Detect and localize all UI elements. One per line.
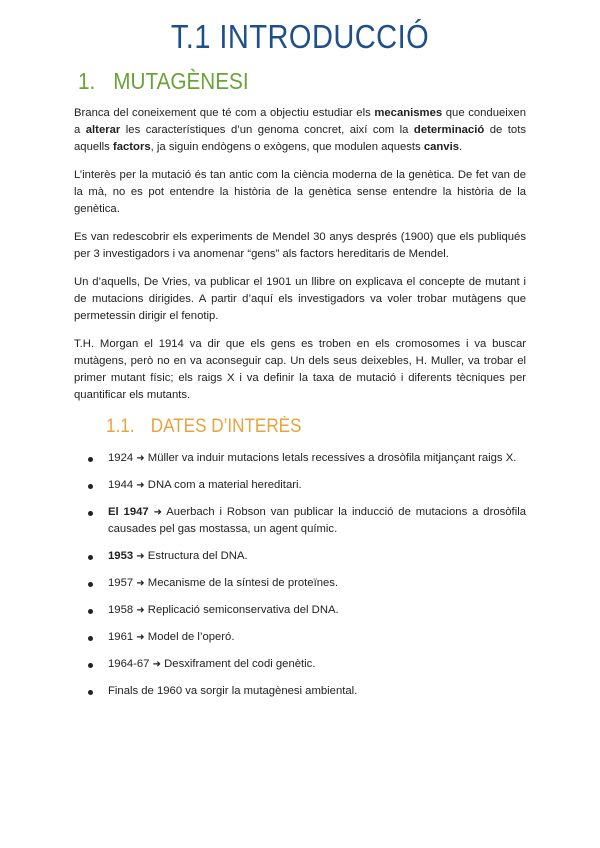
bullet-icon [88,609,93,614]
intro-paragraph [74,105,526,156]
intro-bold-5: canvis [423,141,460,153]
list-item [88,575,526,592]
date-text: Finals de 1960 va sorgir la mutagènesi ambiental. [108,685,358,697]
date-text: Müller va induir mutacions letals recessives a drosòfila mitjançant raigs X. [144,452,517,464]
bullet-icon [88,582,93,587]
arrow-icon: ➜ [136,632,145,643]
intro-text-3: les característiques d’un genoma concret, així com la [120,124,414,136]
list-item [88,656,526,673]
list-item [88,477,526,494]
list-item [88,629,526,646]
intro-text-2: que condueixen a [74,107,526,136]
page-title: T.1 INTRODUCCIÓ [170,18,430,55]
intro-text-4: de tots aquells [74,124,526,153]
subsection-number: 1.1. [106,416,135,437]
date-year: 1957 [108,577,134,589]
date-text: DNA com a material hereditari. [144,479,302,491]
section-title: MUTAGÈNESI [113,68,249,94]
date-text: Estructura del DNA. [144,550,248,562]
dates-list [74,450,526,700]
date-text: Model de l’operó. [144,631,235,643]
bullet-icon [88,511,93,516]
arrow-icon: ➜ [153,507,162,518]
date-text: Auerbach i Robson van publicar la inducció de mutacions a drosòfila causades pel gas mostassa, un agent químic. [108,506,526,535]
arrow-icon: ➜ [136,605,145,616]
date-year: 1953 [108,550,134,562]
paragraph: Un d’aquells, De Vries, va publicar el 1901 un llibre on explicava el concepte de mutant i de mutacions dirigides. A partir d’aquí els investigadors va voler trobar mutàgens que permetessin dirigir el fenotip. [74,276,526,322]
date-text: Replicació semiconservativa del DNA. [144,604,339,616]
bullet-icon [88,663,93,668]
date-text: Mecanisme de la síntesi de proteïnes. [144,577,339,589]
date-year: 1958 [108,604,134,616]
list-item [88,548,526,565]
intro-bold-1: mecanismes [374,107,443,119]
date-year: 1924 [108,452,134,464]
intro-text-1: Branca del coneixement que té com a objectiu estudiar els [74,107,375,119]
paragraph: T.H. Morgan el 1914 va dir que els gens es troben en els cromosomes i va buscar mutàgens, però no en va aconseguir cap. Un dels seus deixebles, H. Muller, va trobar el primer mutant físic; els raigs X i va definir la taxa de mutació i diferents tècniques per quantificar els mutants. [74,338,526,401]
paragraph: Es van redescobrir els experiments de Mendel 30 anys després (1900) que els publiqués per 3 investigadors i va anomenar “gens” als factors hereditaris de Mendel. [74,231,526,260]
date-year: 1944 [108,479,134,491]
list-item [88,683,526,700]
section-number: 1. [78,68,96,94]
bullet-icon [88,484,93,489]
bullet-icon [88,457,93,462]
section-heading [78,68,481,95]
list-item [88,504,526,538]
arrow-icon: ➜ [136,480,145,491]
date-year: 1961 [108,631,134,643]
subsection-heading [106,416,484,438]
subsection-title: DATES D’INTERÈS [150,416,302,437]
list-item [88,450,526,467]
intro-bold-2: alterar [85,124,121,136]
intro-bold-3: determinació [413,124,485,136]
date-text: Desxiframent del codi genètic. [161,658,316,670]
bullet-icon [88,555,93,560]
arrow-icon: ➜ [136,551,145,562]
intro-text-6: . [459,141,463,153]
bullet-icon [88,636,93,641]
list-item [88,602,526,619]
intro-text-5: , ja siguin endògens o exògens, que modulen aquests [150,141,424,153]
bullet-icon [88,690,93,695]
date-year: El 1947 [108,506,149,518]
date-year: 1964-67 [108,658,150,670]
arrow-icon: ➜ [136,578,145,589]
intro-bold-4: factors [112,141,151,153]
arrow-icon: ➜ [136,453,145,464]
arrow-icon: ➜ [152,659,161,670]
paragraph: L’interès per la mutació és tan antic com la ciència moderna de la genètica. De fet van de la mà, no es pot entendre la història de la genètica sense entendre la història de la genètica. [74,169,526,215]
